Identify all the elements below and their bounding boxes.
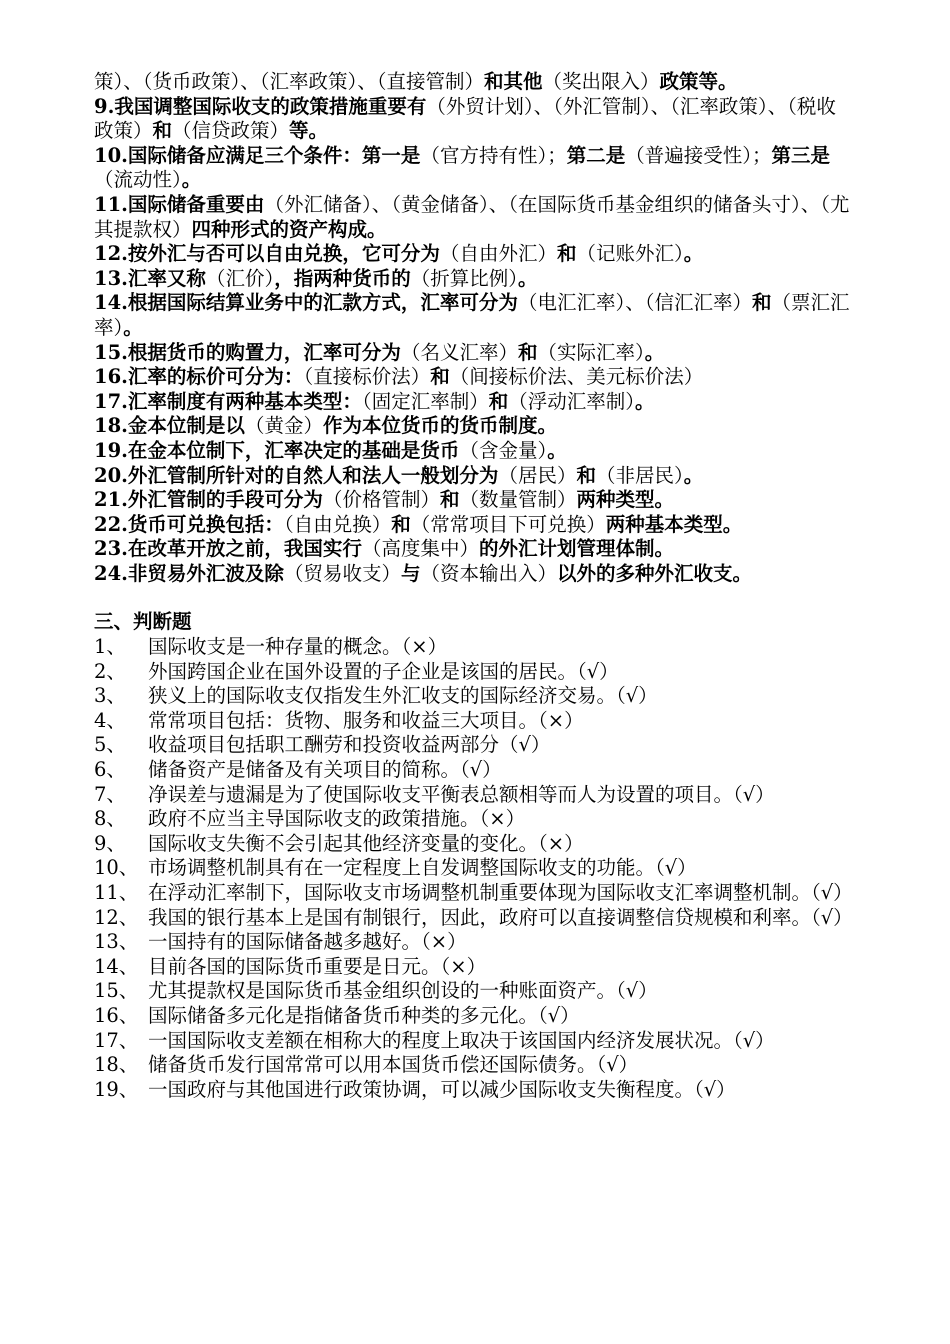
judgment-text: 国际储备多元化是指储备货币种类的多元化。（√） bbox=[148, 1003, 580, 1027]
judgment-text: 储备货币发行国常常可以用本国货币偿还国际债务。（√） bbox=[148, 1053, 639, 1077]
judgment-text: 外国跨国企业在国外设置的子企业是该国的居民。（√） bbox=[148, 659, 619, 683]
judgment-item bbox=[94, 783, 854, 808]
judgment-number: 16、 bbox=[94, 1003, 139, 1027]
judgment-item bbox=[94, 709, 854, 734]
fill-item-18: 18.金本位制是以（黄金）作为本位货币的货币制度。 bbox=[94, 414, 557, 438]
fill-item-20: 20.外汇管制所针对的自然人和法人一般划分为（居民）和（非居民）。 bbox=[94, 463, 704, 487]
fill-item-19: 19.在金本位制下，汇率决定的基础是货币（含金量）。 bbox=[94, 438, 567, 462]
judgment-number: 13、 bbox=[94, 930, 139, 954]
judgment-text: 国际收支是一种存量的概念。（×） bbox=[148, 635, 448, 659]
fill-item-24: 24.非贸易外汇波及除（贸易收支）与（资本输出入）以外的多种外汇收支。 bbox=[94, 561, 752, 585]
judgment-number: 4、 bbox=[94, 708, 126, 732]
judgment-text: 狭义上的国际收支仅指发生外汇收支的国际经济交易。（√） bbox=[148, 684, 658, 708]
section-gap bbox=[94, 586, 854, 610]
fill-item-14: 14.根据国际结算业务中的汇款方式，汇率可分为（电汇汇率）、（信汇汇率）和（票汇汇率）。 bbox=[94, 291, 850, 339]
judgment-item bbox=[94, 1029, 854, 1054]
judgment-item bbox=[94, 856, 854, 881]
judgment-number: 9、 bbox=[94, 831, 126, 855]
judgment-number: 5、 bbox=[94, 733, 126, 757]
judgment-number: 17、 bbox=[94, 1028, 139, 1052]
judgment-item bbox=[94, 684, 854, 709]
judgment-number: 3、 bbox=[94, 684, 126, 708]
judgment-text: 储备资产是储备及有关项目的简称。（√） bbox=[148, 758, 502, 782]
judgment-item bbox=[94, 807, 854, 832]
judgment-text: 国际收支失衡不会引起其他经济变量的变化。（×） bbox=[148, 831, 584, 855]
fill-item-10: 10.国际储备应满足三个条件：第一是（官方持有性）；第二是（普遍接受性）；第三是（流动性）。 bbox=[94, 143, 830, 192]
judgment-text: 目前各国的国际货币重要是日元。（×） bbox=[148, 954, 487, 978]
fill-item-15: 15.根据货币的购置力，汇率可分为（名义汇率）和（实际汇率）。 bbox=[94, 340, 665, 364]
judgment-number: 19、 bbox=[94, 1077, 139, 1101]
judgment-text: 我国的银行基本上是国有制银行，因此，政府可以直接调整信贷规模和利率。（√） bbox=[148, 905, 853, 929]
judgment-number: 8、 bbox=[94, 807, 126, 831]
judgment-text: 在浮动汇率制下，国际收支市场调整机制重要体现为国际收支汇率调整机制。（√） bbox=[148, 881, 853, 904]
judgment-text: 尤其提款权是国际货币基金组织创设的一种账面资产。（√） bbox=[148, 979, 658, 1003]
fill-item-16: 16.汇率的标价可分为：（直接标价法）和（间接标价法、美元标价法） bbox=[94, 365, 704, 389]
fill-item-12: 12.按外汇与否可以自由兑换，它可分为（自由外汇）和（记账外汇）。 bbox=[94, 242, 704, 266]
judgment-text: 一国持有的国际储备越多越好。（×） bbox=[148, 930, 467, 954]
judgment-item bbox=[94, 660, 854, 685]
judgment-text: 收益项目包括职工酬劳和投资收益两部分（√） bbox=[148, 733, 551, 757]
judgment-item bbox=[94, 1004, 854, 1029]
fill-item-23: 23.在改革开放之前，我国实行（高度集中）的外汇计划管理体制。 bbox=[94, 537, 674, 561]
judgment-number: 10、 bbox=[94, 856, 139, 880]
judgment-item bbox=[94, 832, 854, 857]
judgment-text: 常常项目包括：货物、服务和收益三大项目。（×） bbox=[148, 708, 584, 732]
judgment-list bbox=[94, 635, 854, 1102]
judgment-item bbox=[94, 1078, 854, 1103]
judgment-number: 14、 bbox=[94, 954, 139, 978]
judgment-number: 11、 bbox=[94, 881, 139, 904]
judgment-item bbox=[94, 979, 854, 1004]
judgment-number: 12、 bbox=[94, 905, 139, 929]
judgment-item bbox=[94, 1053, 854, 1078]
judgment-number: 15、 bbox=[94, 979, 139, 1003]
fill-item-21: 21.外汇管制的手段可分为（价格管制）和（数量管制）两种类型。 bbox=[94, 488, 674, 512]
fill-item-11: 11.国际储备重要由（外汇储备）、（黄金储备）、（在国际货币基金组织的储备头寸）、（尤其提款权）四种形式的资产构成。 bbox=[94, 192, 850, 241]
judgment-text: 政府不应当主导国际收支的政策措施。（×） bbox=[148, 807, 526, 831]
fill-item-13: 13.汇率又称（汇价），指两种货币的（折算比例）。 bbox=[94, 266, 538, 290]
judgment-number: 18、 bbox=[94, 1053, 139, 1077]
judgment-text: 一国国际收支差额在相称大的程度上取决于该国国内经济发展状况。（√） bbox=[148, 1028, 775, 1052]
judgment-number: 7、 bbox=[94, 782, 126, 806]
fill-item-17: 17.汇率制度有两种基本类型：（固定汇率制）和（浮动汇率制）。 bbox=[94, 389, 655, 413]
fill-in-list bbox=[94, 70, 854, 586]
judgment-item bbox=[94, 758, 854, 783]
judgment-number: 1、 bbox=[94, 635, 126, 659]
section-heading: 三、判断题 bbox=[94, 610, 192, 634]
fill-item-c8: 策）、（货币政策）、（汇率政策）、（直接管制）和其他（奖出限入）政策等。 bbox=[94, 70, 738, 93]
judgment-item bbox=[94, 733, 854, 758]
judgment-item bbox=[94, 906, 854, 931]
judgment-item bbox=[94, 955, 854, 980]
fill-item-9: 9.我国调整国际收支的政策措施重要有（外贸计划）、（外汇管制）、（汇率政策）、（税收政策）和（信贷政策）等。 bbox=[94, 94, 836, 143]
judgment-text: 净误差与遗漏是为了使国际收支平衡表总额相等而人为设置的项目。（√） bbox=[148, 782, 775, 806]
judgment-number: 2、 bbox=[94, 659, 126, 683]
judgment-text: 一国政府与其他国进行政策协调，可以减少国际收支失衡程度。（√） bbox=[148, 1077, 736, 1101]
fill-item-22: 22.货币可兑换包括：（自由兑换）和（常常项目下可兑换）两种基本类型。 bbox=[94, 512, 743, 536]
judgment-item bbox=[94, 635, 854, 660]
judgment-item bbox=[94, 881, 854, 906]
judgment-text: 市场调整机制具有在一定程度上自发调整国际收支的功能。（√） bbox=[148, 856, 697, 880]
judgment-number: 6、 bbox=[94, 758, 126, 782]
judgment-item bbox=[94, 930, 854, 955]
